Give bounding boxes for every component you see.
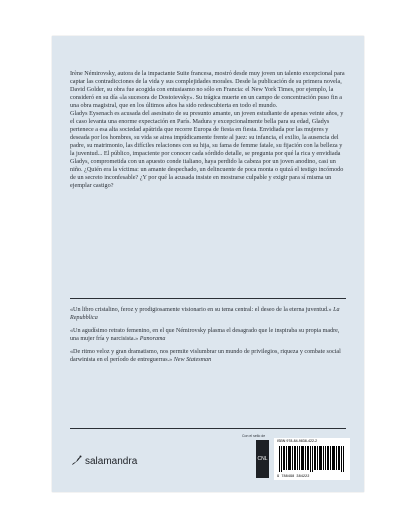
plot-paragraph: Gladys Eysenach es acusada del asesinato de su presunto amante, un joven estudiante de apenas veinte años, y el caso levanta una enorme expectación en París. Madura y excepcionalmente bella para su edad, Gladys pertenece a esa alta sociedad apátrida que recorre Europa de fiesta en fiesta. Envidiada por las mujeres y deseada por los hombres, su vida se airea impúdicamente frente al juez: su infancia, el exilio, la ausencia del padre, su matrimonio, las difíciles relaciones con su hija, su fama de femme fatale, su fijación con la belleza y la juventud... El público, impaciente por conocer cada sórdido detalle, se pregunta por qué la rica y envidiada Gladys, comprometida con un apuesto conde italiano, haya perdido la cabeza por un joven anodino, casi un niño. ¿Quién era la víctima: un amante despechado, un delincuente de poca monta o quizá el testigo incómodo de un secreto inconfesable? ¿Y por qué la acusada insiste en mostrarse culpable y exigir para sí misma un ejemplar castigo? (70, 110, 344, 189)
isbn-text: ISBN 978-84-9838-422-2 (277, 439, 318, 443)
author-paragraph: Irène Némirovsky, autora de la impactante Suite francesa, mostró desde muy joven un talento excepcional para captar las contradicciones de la vida y sus complejidades morales. Desde la publicación de su primera novela, David Golder, su obra fue acogida con entusiasmo no sólo en Francia: el New York Times, por ejemplo, la consideró en su día «la sucesora de Dostoievsky». Su trágica muerte en un campo de concentración puso fin a una obra magistral, que en los últimos años ha sido redescubierta en todo el mundo. (70, 70, 345, 109)
barcode-bars-icon (279, 446, 345, 472)
cnl-caption: Con el sello de (242, 434, 266, 438)
salamander-icon (70, 455, 82, 467)
synopsis (70, 70, 348, 190)
book-back-cover (52, 36, 364, 492)
press-quotes (70, 306, 346, 369)
barcode (274, 438, 350, 480)
publisher-logo (70, 455, 137, 467)
quote-item: «Un libro cristalino, feroz y prodigiosamente visionario en su tema central: el deseo de la eterna juventud.» La Repubblica (70, 307, 340, 321)
cnl-badge (256, 440, 269, 478)
cnl-label: CNL (257, 456, 268, 462)
divider-top (70, 298, 346, 299)
quote-item: «Un agudísimo retrato femenino, en el que Némirovsky plasma el desagrado que le inspiraba su propia madre, una mujer fría y narcisista.» Panorama (70, 328, 340, 342)
quote-item: «De ritmo veloz y gran dramatismo, nos permite vislumbrar un mundo de privilegios, riqueza y combate social darwinista en el período de entreguerras.» New Statesman (70, 349, 341, 363)
barcode-number: 9 788498 384222 (277, 475, 310, 479)
publisher-name: salamandra (85, 455, 138, 467)
divider-bottom (70, 428, 346, 429)
